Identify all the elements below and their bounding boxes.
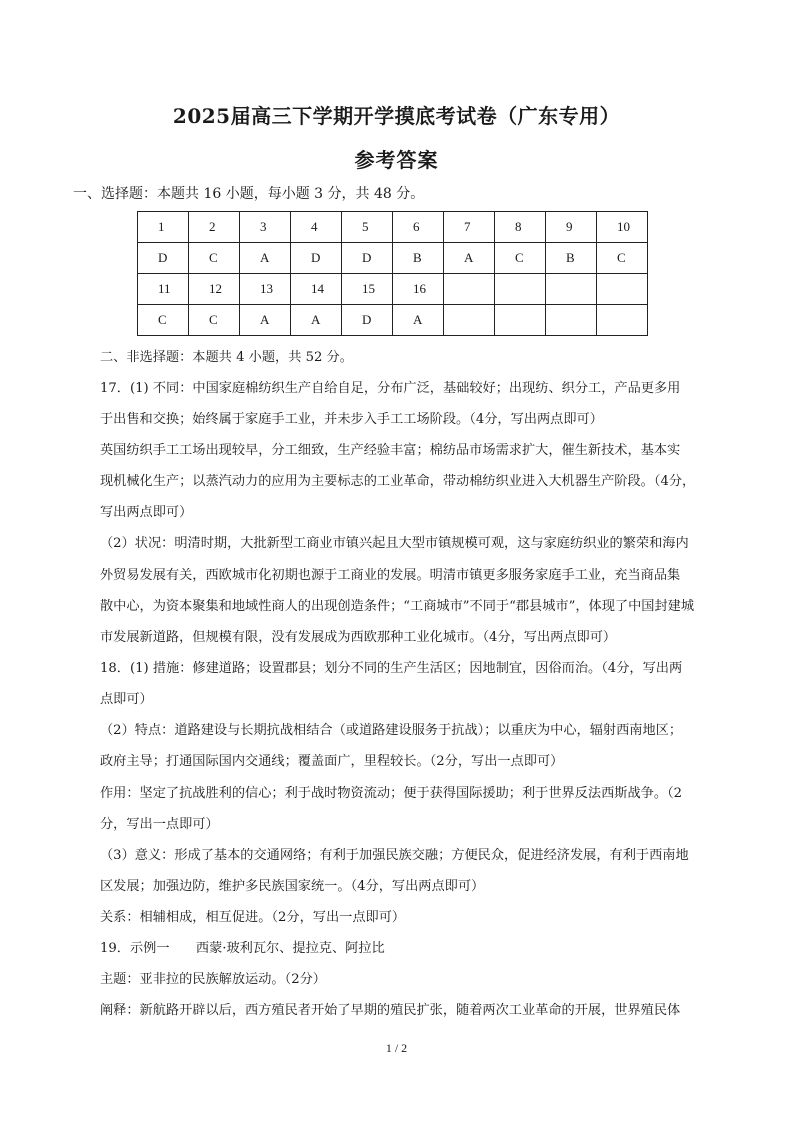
table-cell: 10: [597, 212, 648, 243]
page-subtitle: 参考答案: [354, 148, 439, 172]
table-cell: B: [546, 243, 597, 274]
section2-heading: 二、非选择题：本题共 4 小题，共 52 分。: [100, 350, 353, 365]
page-number: 1 / 2: [385, 1041, 408, 1055]
answer-line: 18．(1) 措施：修建道路；设置郡县；划分不同的生产生活区；因地制宜，因俗而治。（4分，写出两: [100, 661, 683, 676]
table-cell: [546, 274, 597, 305]
table-cell: A: [444, 243, 495, 274]
table-cell: 1: [138, 212, 189, 243]
table-cell: 5: [342, 212, 393, 243]
table-cell: C: [189, 243, 240, 274]
table-cell: C: [597, 243, 648, 274]
table-cell: A: [291, 305, 342, 336]
table-cell: 12: [189, 274, 240, 305]
table-cell: C: [495, 243, 546, 274]
table-cell: 14: [291, 274, 342, 305]
answer-line: （2）特点：道路建设与长期抗战相结合（或道路建设服务于抗战）；以重庆为中心，辐射西南地区；: [100, 723, 683, 738]
answer-line: 关系：相辅相成，相互促进。（2分，写出一点即可）: [100, 910, 406, 925]
answer-line: 写出两点即可）: [100, 505, 193, 520]
page-title: 2025届高三下学期开学摸底考试卷（广东专用）: [172, 104, 621, 128]
table-row: [138, 212, 648, 243]
answer-line: 17．(1) 不同：中国家庭棉纺织生产自给自足，分布广泛，基础较好；出现纺、织分工，产品更多用: [100, 381, 681, 396]
table-cell: D: [291, 243, 342, 274]
answer-line: 区发展；加强边防，维护多民族国家统一。（4分，写出两点即可）: [100, 879, 485, 894]
table-cell: C: [138, 305, 189, 336]
table-cell: A: [240, 305, 291, 336]
section1-heading: 一、选择题：本题共 16 小题，每小题 3 分，共 48 分。: [73, 186, 425, 202]
table-cell: [444, 274, 495, 305]
answer-line: 政府主导；打通国际国内交通线；覆盖面广，里程较长。（2分，写出一点即可）: [100, 754, 564, 769]
table-cell: D: [342, 305, 393, 336]
answer-line: 英国纺织手工工场出现较早，分工细致，生产经验丰富；棉纺品市场需求扩大，催生新技术，基本实: [100, 443, 681, 458]
answer-line: 分，写出一点即可）: [100, 817, 219, 832]
answer-line: 阐释：新航路开辟以后，西方殖民者开始了早期的殖民扩张，随着两次工业革命的开展，世界殖民体: [100, 1003, 681, 1018]
table-row: [138, 274, 648, 305]
answer-line: 于出售和交换；始终属于家庭手工业，并未步入手工工场阶段。（4分，写出两点即可）: [100, 412, 603, 427]
table-cell: 16: [393, 274, 444, 305]
table-cell: 3: [240, 212, 291, 243]
table-cell: B: [393, 243, 444, 274]
table-cell: [597, 305, 648, 336]
table-cell: 8: [495, 212, 546, 243]
table-row: [138, 305, 648, 336]
table-cell: 4: [291, 212, 342, 243]
answer-line: 外贸易发展有关，西欧城市化初期也源于工商业的发展。明清市镇更多服务家庭手工业，充当商品集: [100, 568, 681, 583]
table-row: [138, 243, 648, 274]
answer-line: 点即可）: [100, 692, 153, 707]
table-cell: 7: [444, 212, 495, 243]
table-cell: [597, 274, 648, 305]
table-cell: 15: [342, 274, 393, 305]
table-cell: A: [393, 305, 444, 336]
answer-line: （3）意义：形成了基本的交通网络；有利于加强民族交融；方便民众，促进经济发展，有利于西南地: [100, 848, 689, 863]
answer-line: 19．示例一 西蒙·玻利瓦尔、提拉克、阿拉比: [100, 941, 385, 956]
table-cell: 6: [393, 212, 444, 243]
answer-line: 现机械化生产；以蒸汽动力的应用为主要标志的工业革命，带动棉纺织业进入大机器生产阶段。（4分，: [100, 474, 696, 489]
table-cell: D: [138, 243, 189, 274]
table-cell: [495, 305, 546, 336]
answer-line: 散中心，为资本聚集和地域性商人的出现创造条件；“工商城市”不同于“郡县城市”，体现了中国封建城: [100, 599, 695, 614]
table-cell: C: [189, 305, 240, 336]
table-cell: [546, 305, 597, 336]
table-cell: 9: [546, 212, 597, 243]
table-cell: 2: [189, 212, 240, 243]
table-cell: [495, 274, 546, 305]
table-cell: 11: [138, 274, 189, 305]
table-cell: A: [240, 243, 291, 274]
table-cell: 13: [240, 274, 291, 305]
answer-line: 主题：亚非拉的民族解放运动。（2分）: [100, 972, 326, 987]
answer-table: [137, 211, 648, 336]
table-cell: D: [342, 243, 393, 274]
answer-line: 市发展新道路，但规模有限，没有发展成为西欧那种工业化城市。（4分，写出两点即可）: [100, 630, 617, 645]
answer-line: （2）状况：明清时期，大批新型工商业市镇兴起且大型市镇规模可观，这与家庭纺织业的繁荣和海内: [100, 536, 689, 551]
answer-line: 作用：坚定了抗战胜利的信心；利于战时物资流动；便于获得国际援助；利于世界反法西斯战争。（2: [100, 786, 683, 801]
table-cell: [444, 305, 495, 336]
